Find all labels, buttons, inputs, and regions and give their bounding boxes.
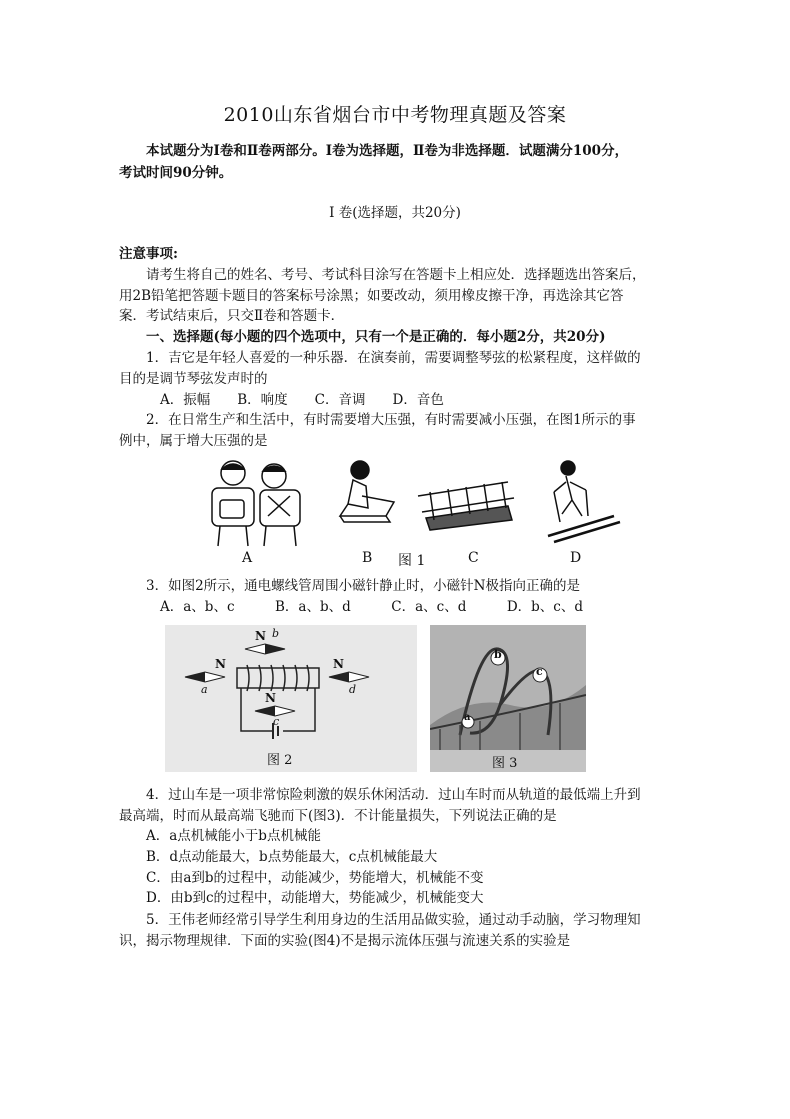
fig1-label-b: B xyxy=(362,550,373,566)
roller-coaster-photo xyxy=(430,625,586,772)
fig2-needle-d: d xyxy=(349,683,357,696)
fig2-needle-c: c xyxy=(273,715,280,728)
fig3-point-c: c xyxy=(536,665,543,678)
fig2-pole-c: N xyxy=(265,691,276,705)
skier-illustration xyxy=(548,461,620,542)
fig2-pole-a: N xyxy=(215,657,226,671)
intro-line-1: 本试题分为Ⅰ卷和Ⅱ卷两部分。Ⅰ卷为选择题，Ⅱ卷为非选择题．试题满分100分， xyxy=(146,143,629,159)
fig3-caption: 图 3 xyxy=(492,756,518,771)
section-title: Ⅰ 卷(选择题，共20分) xyxy=(329,205,461,221)
q1-options: A．振幅 B．响度 C．音调 D．音色 xyxy=(160,392,444,408)
fig1-label-a: A xyxy=(242,550,253,566)
figure-2 xyxy=(165,625,417,772)
person-cutting-illustration xyxy=(340,461,394,522)
fig2-needle-b: b xyxy=(272,627,280,640)
q3-options: A．a、b、c B．a、b、d C．a、c、d D．b、c、d xyxy=(160,599,584,615)
figure-1 xyxy=(190,456,630,571)
q3-line-1: 3．如图2所示，通电螺线管周围小磁针静止时，小磁针N极指向正确的是 xyxy=(146,578,580,594)
q4-option-b: B．d点动能最大，b点势能最大，c点机械能最大 xyxy=(146,849,438,865)
fig2-caption: 图 2 xyxy=(267,753,293,768)
q4-line-1: 4．过山车是一项非常惊险刺激的娱乐休闲活动．过山车时而从轨道的最低端上升到 xyxy=(146,787,641,803)
part1-heading: 一、选择题(每小题的四个选项中，只有一个是正确的．每小题2分，共20分) xyxy=(146,329,606,345)
q5-line-2: 识，揭示物理规律．下面的实验(图4)不是揭示流体压强与流速关系的实验是 xyxy=(119,933,571,949)
fig2-pole-d: N xyxy=(333,657,344,671)
notes-line-1: 请考生将自己的姓名、考号、考试科目涂写在答题卡上相应处．选择题选出答案后， xyxy=(146,267,646,283)
q4-option-a: A．a点机械能小于b点机械能 xyxy=(146,828,321,844)
page-title: 2010山东省烟台市中考物理真题及答案 xyxy=(223,104,567,126)
q1-line-1: 1．吉它是年轻人喜爱的一种乐器．在演奏前，需要调整琴弦的松紧程度，这样做的 xyxy=(146,350,641,366)
fig2-pole-b: N xyxy=(255,629,266,643)
q4-line-2: 最高端，时而从最高端飞驰而下(图3)．不计能量损失，下列说法正确的是 xyxy=(119,808,557,824)
fig2-needle-a: a xyxy=(201,683,208,696)
q5-line-1: 5．王伟老师经常引导学生利用身边的生活用品做实验，通过动手动脑，学习物理知 xyxy=(146,912,641,928)
q2-line-1: 2．在日常生产和生活中，有时需要增大压强，有时需要减小压强，在图1所示的事 xyxy=(146,412,636,428)
fig1-label-d: D xyxy=(570,550,582,566)
fig1-caption: 图 1 xyxy=(398,553,426,569)
figure-3 xyxy=(430,625,586,772)
fig1-label-c: C xyxy=(468,550,479,566)
q2-line-2: 例中，属于增大压强的是 xyxy=(119,433,268,449)
q4-option-c: C．由a到b的过程中，动能减少，势能增大，机械能不变 xyxy=(146,870,484,886)
students-backpacks-illustration xyxy=(212,461,300,546)
fig3-point-a: a xyxy=(464,712,471,723)
notes-line-2: 用2B铅笔把答题卡题目的答案标号涂黑；如要改动，须用橡皮擦干净，再选涂其它答 xyxy=(119,288,624,304)
q4-option-d: D．由b到c的过程中，动能增大，势能减少，机械能变大 xyxy=(146,890,484,906)
fig3-point-b: b xyxy=(494,648,502,661)
railway-track-illustration xyxy=(418,482,514,530)
notes-heading: 注意事项: xyxy=(119,246,178,262)
q1-line-2: 目的是调节琴弦发声时的 xyxy=(119,371,268,387)
intro-line-2: 考试时间90分钟。 xyxy=(119,165,233,181)
notes-line-3: 案．考试结束后，只交Ⅱ卷和答题卡． xyxy=(119,308,345,324)
